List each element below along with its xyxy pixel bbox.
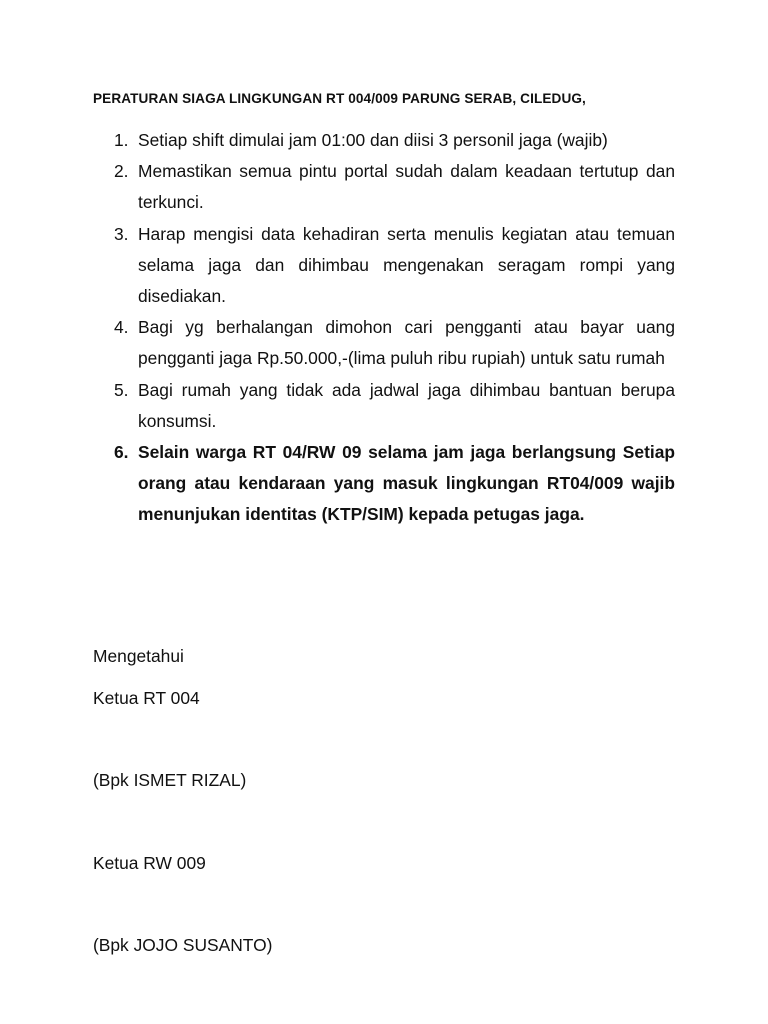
- rule-item-3: [114, 219, 675, 313]
- rule-number-3: 3.: [114, 223, 129, 244]
- rule-text-1: Setiap shift dimulai jam 01:00 dan diisi 3 personil jaga (wajib): [138, 130, 608, 150]
- rw-head-name: (Bpk JOJO SUSANTO): [93, 935, 273, 955]
- acknowledged-label: Mengetahui: [93, 646, 184, 666]
- rule-text-6: Selain warga RT 04/RW 09 selama jam jaga berlangsung Setiap orang atau kendaraan yang masuk lingkungan RT04/009 wajib menunjukan identitas (KTP/SIM) kepada petugas jaga.: [138, 442, 675, 525]
- rule-text-5: Bagi rumah yang tidak ada jadwal jaga dihimbau bantuan berupa konsumsi.: [138, 379, 675, 431]
- rw-head-role: Ketua RW 009: [93, 853, 206, 873]
- rules-list: [114, 125, 675, 531]
- rule-item-4: [114, 312, 675, 374]
- rule-item-1: [114, 125, 675, 156]
- rule-item-6: [114, 437, 675, 531]
- rule-item-2: [114, 156, 675, 218]
- rule-text-2: Memastikan semua pintu portal sudah dalam keadaan tertutup dan terkunci.: [138, 161, 675, 213]
- rule-number-4: 4.: [114, 317, 129, 338]
- rule-number-6: 6.: [114, 442, 129, 463]
- rule-number-5: 5.: [114, 379, 129, 400]
- rule-item-5: [114, 375, 675, 437]
- rule-text-4: Bagi yg berhalangan dimohon cari pengganti atau bayar uang pengganti jaga Rp.50.000,-(lima puluh ribu rupiah) untuk satu rumah: [138, 317, 675, 369]
- rule-number-1: 1.: [114, 130, 129, 150]
- rt-head-role: Ketua RT 004: [93, 688, 200, 708]
- rule-text-3: Harap mengisi data kehadiran serta menulis kegiatan atau temuan selama jaga dan dihimbau mengenakan seragam rompi yang disediakan.: [138, 223, 675, 307]
- rule-number-2: 2.: [114, 161, 129, 182]
- document-title: PERATURAN SIAGA LINGKUNGAN RT 004/009 PARUNG SERAB, CILEDUG,: [93, 91, 586, 106]
- rt-head-name: (Bpk ISMET RIZAL): [93, 770, 247, 790]
